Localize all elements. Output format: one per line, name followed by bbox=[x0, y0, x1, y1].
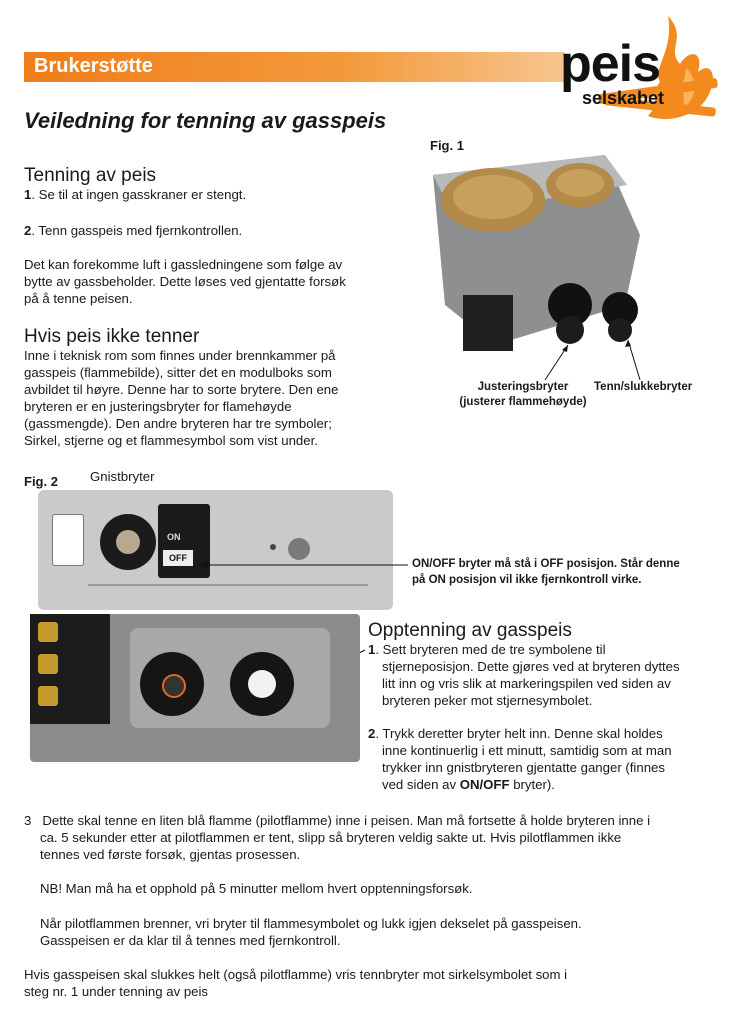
spark-button-label: Gnistbryter bbox=[90, 469, 155, 484]
logo-word: peis bbox=[560, 35, 661, 93]
switch-on-label: ON bbox=[167, 532, 181, 542]
switch-off-label: OFF bbox=[163, 550, 193, 566]
section-heading-opptenning: Opptenning av gasspeis bbox=[368, 620, 572, 641]
section-heading-ikke-tenner: Hvis peis ikke tenner bbox=[24, 326, 200, 347]
control-module-photo bbox=[30, 614, 360, 762]
logo-subword: selskabet bbox=[582, 88, 665, 108]
module-description: Inne i teknisk rom som finnes under brennkammer på gasspeis (flammebilde), sitter det en modulboks som avbildet til høyre. Denne har to sorte brytere. Den ene bryteren er en justeringsbryter for flamehøyde (gassmengde). Den andre bryteren har tre symboler; Sirkel, stjerne og et flammesymbol som vist under. bbox=[24, 348, 339, 448]
fig1-caption-right: Tenn/slukkebryter bbox=[594, 381, 693, 393]
banner-title: Brukerstøtte bbox=[34, 55, 153, 77]
step-1: 1. Se til at ingen gasskraner er stengt. bbox=[24, 187, 247, 202]
nb-note: NB! Man må ha et opphold på 5 minutter mellom hvert opptenningsforsøk. bbox=[40, 881, 473, 896]
pilot-flame-paragraph: 3 Dette skal tenne en liten blå flamme (pilotflamme) inne i peisen. Man må fortsette å holde bryteren inne i ca. 5 sekunder etter at pilotflammen er tent, slipp så bryteren veldig sakte ut. Hvis pilotflammen ikke tennes ved første forsøk, gjentas prosessen. bbox=[24, 813, 651, 862]
ready-paragraph: Når pilotflammen brenner, vri bryter til flammesymbolet og lukk igjen dekselet på gasspeisen. Gasspeisen er da klar til å tennes med fjernkontroll. bbox=[40, 916, 582, 948]
ignite-step-2: 2. Trykk deretter bryter helt inn. Denne skal holdes inne kontinuerlig i ett minutt, samtidig som at man trykker inn gnistbryteren gjentatte ganger (finnes ved siden av ON/OFF bryter). bbox=[368, 726, 672, 792]
ignite-step-1: 1. Sett bryteren med de tre symbolene til stjerneposisjon. Dette gjøres ved at bryteren dyttes litt inn og vris slik at markeringspilen ved siden av bryteren peker mot stjernesymbolet. bbox=[368, 642, 680, 708]
turn-off-paragraph: Hvis gasspeisen skal slukkes helt (også pilotflamme) vris tennbryter mot sirkelsymbolet som i steg nr. 1 under tenning av peis bbox=[24, 967, 568, 999]
adjust-knob bbox=[140, 652, 204, 716]
ignition-knob bbox=[230, 652, 294, 716]
section-heading-tenning: Tenning av peis bbox=[24, 165, 157, 186]
fig2-label: Fig. 2 bbox=[24, 474, 58, 489]
page-title: Veiledning for tenning av gasspeis bbox=[24, 108, 387, 133]
fig1-label: Fig. 1 bbox=[430, 138, 464, 153]
fig1-caption-left: Justeringsbryter (justerer flammehøyde) bbox=[459, 381, 587, 408]
air-note: Det kan forekomme luft i gassledningene som følge av bytte av gassbeholder. Dette løses ved gjentatte forsøk på å tenne peisen. bbox=[24, 257, 346, 306]
on-off-callout: ON/OFF bryter må stå i OFF posisjon. Står denne på ON posisjon vil ikke fjernkontroll virke. bbox=[412, 558, 680, 586]
step-2: 2. Tenn gasspeis med fjernkontrollen. bbox=[24, 223, 243, 238]
